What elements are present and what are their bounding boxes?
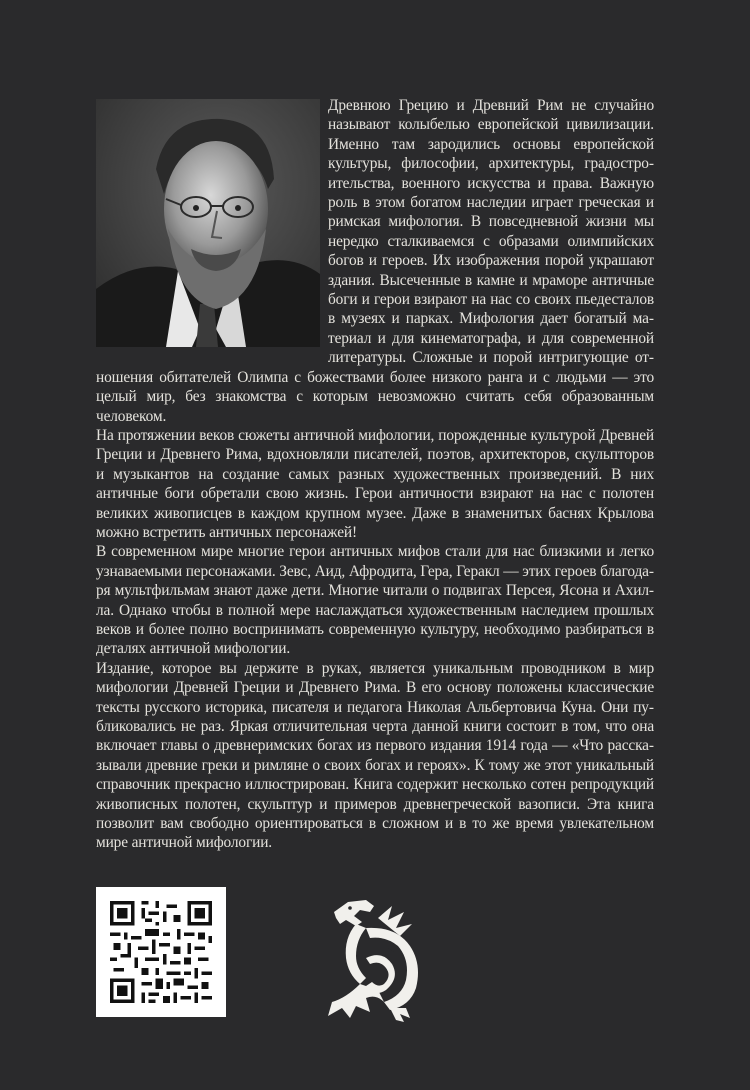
portrait-spacer [96,96,328,353]
publisher-logo [326,898,438,1024]
publisher-dragon-logo [326,898,438,1024]
paragraph-2: На протяжении веков сюжеты античной мифологии, порожденные культурой Древней Греции и Древнего Рима, вдохновляли писателей, поэтов, архитекторов, скульпторов и музыкантов на создание самых разных художественных произведений. В них античные боги обретали свою жизнь. Герои античности взирают на нас с полотен великих живописцев в каждом крупном музее. Даже в знаменитых баснях Крылова можно встретить античных персонажей! [96,426,654,541]
qr-code-icon [110,901,212,1003]
paragraph-3: В современном мире многие герои античных мифов стали для нас близкими и легко узнаваемыми персонажами. Зевс, Аид, Афродита, Гера, Геракл — этих героев благодаря мультфильмам знают даже дети. Многие читали о подвигах Персея, Ясона и Ахилла. Однако чтобы в полной мере наслаждаться художественным наследием прошлых веков и более полно воспринимать современную культуру, необходимо разбираться в деталях античной мифологии. [96,543,654,658]
paragraph-4: Издание, которое вы держите в руках, является уникальным проводником в мир мифологии Древней Греции и Древнего Рима. В его основу положены классические тексты русского историка, писателя и педагога Николая Альбертовича Куна. Они публиковались не раз. Яркая отличительная черта данной книги состоит в том, что она включает главы о древнеримских богах из первого издания 1914 года — «Что рассказывали древние греки и римляне о своих богах и героях». К тому же этот уникальный справочник прекрасно иллюстрирован. Книга содержит несколько сотен репродукций живописных полотен, скульптур и примеров древнегреческой вазописи. Эта книга позволит вам свободно ориентироваться в сложном и в то же время увлекательном мире античной мифологии. [96,659,654,852]
annotation-text [96,96,654,853]
paragraph-1: Древнюю Грецию и Древний Рим не случайно называют колыбелью европейской цивилизации. Именно там зародились основы европейской культуры, философии, архитектуры, градостроительства, военного искусства и права. Важную роль в этом богатом наследии играет греческая и римская мифология. В повседневной жизни мы нередко сталкиваемся с образами олимпийских богов и героев. Их изображения порой украшают здания. Высеченные в камне и мраморе античные боги и герои взирают на нас со своих пьедесталов в музеях и парках. Мифология дает богатый материал и для кинематографа, и для современной литературы. Сложные и порой интригующие отношения обитателей Олимпа с божествами более низкого ранга и с людьми — это целый мир, без знакомства с которым невозможно считать себя образованным человеком. [96,97,654,425]
qr-code[interactable] [96,887,226,1017]
